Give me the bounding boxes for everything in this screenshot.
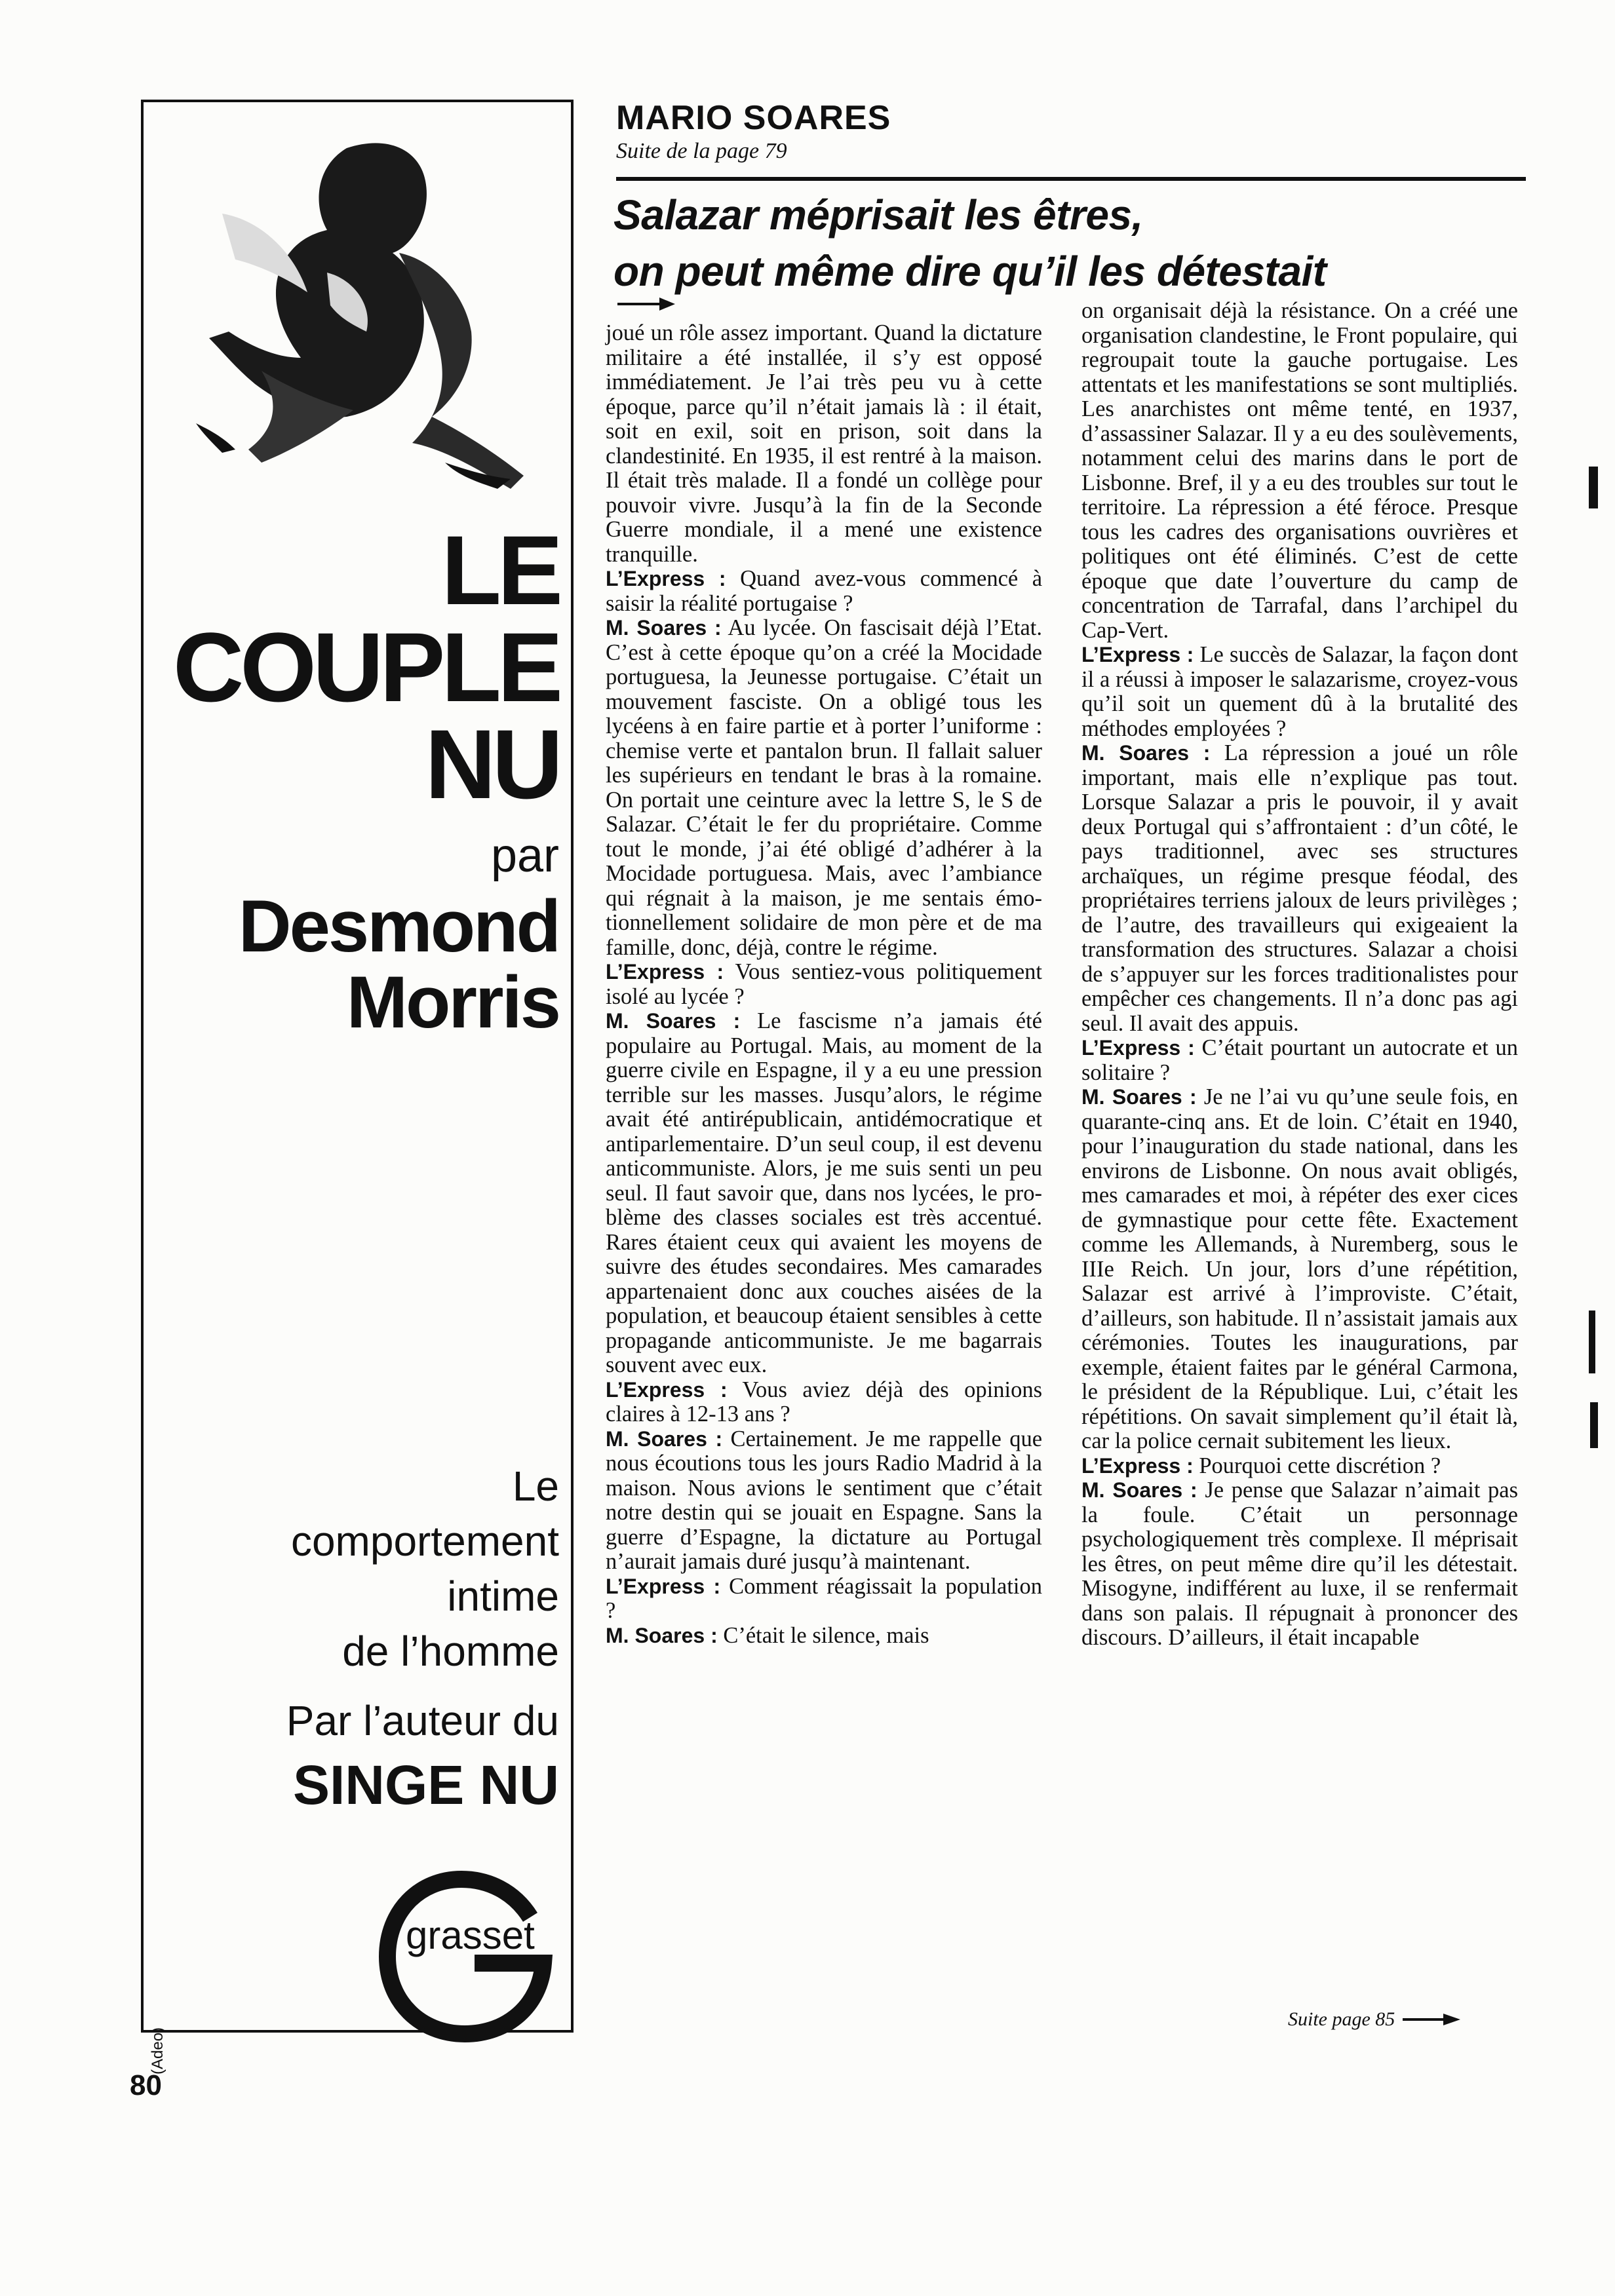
article-column-2 xyxy=(1081,299,1518,1651)
title-line: Salazar méprisait les êtres, xyxy=(613,191,1143,239)
publisher-name: grasset xyxy=(406,1913,535,1957)
speaker: L’Express : xyxy=(606,567,726,590)
book-advertisement xyxy=(141,100,574,2075)
title-line: on peut même dire qu’il les détestait xyxy=(613,248,1327,295)
ad-by: par xyxy=(490,830,559,882)
arrow-right-icon xyxy=(617,296,676,312)
paragraph xyxy=(606,1624,1042,1649)
paragraph-text: C’était pourtant un autocrate et un solitaire ? xyxy=(1081,1035,1518,1085)
paragraph-text: Certainement. Je me rappelle que nous écoutions tous les jours Radio Madrid à la maison. Nous avions le sentiment que c’était notre destin qui se jouait en Espagne. Sans la guerre d’Espagne, la dictature au Portugal n’aurait jamais duré jusqu’à maintenant. xyxy=(606,1426,1043,1574)
speaker: L’Express : xyxy=(606,1574,721,1598)
ad-credit: (Adeo) xyxy=(149,2027,166,2075)
paragraph-text: Pourquoi cette discrétion ? xyxy=(1199,1453,1441,1478)
speaker: M. Soares : xyxy=(1081,1085,1197,1109)
ad-author xyxy=(238,885,559,1043)
subtitle-line: de l’homme xyxy=(342,1628,559,1675)
paragraph xyxy=(606,1575,1042,1624)
paragraph xyxy=(1081,1454,1518,1479)
grasset-logo xyxy=(379,1871,563,2042)
paragraph-text: La répression a joué un rôle important, mais elle n’explique pas tout. Lorsque Salazar a pris le pouvoir, il y avait deux Portugal qui s’affrontaient : d’un côté, le pays traditionnel, avec ses structures archaïques, un régime presque féodal, des propriétaires terriens jaloux de leurs privilèges ; de l’autre, des travailleurs qui exigeaient la transformation des structures. Salazar a choisi de s’appuyer sur les forces traditionalistes pour empêcher ces changements. Il n’a donc pas agi seul. Il avait des appuis. xyxy=(1081,740,1518,1036)
headline-line: NU xyxy=(425,709,559,819)
paragraph xyxy=(606,321,1042,567)
paragraph-text: Au lycée. On fascisait déjà l’Etat. C’est à cette époque qu’on a créé la Mocidade portuguesa, la Jeunesse portugaise. C’était un mouvement fasciste. On a obligé tous les lycéens à en faire partie et à porter l’uniforme : chemise verte et pantalon brun. Il fallait saluer les supérieurs en tendant le bras à la romaine. On portait une ceinture avec la lettre S, le S de Salazar. C’était le fer du propriétaire. Comme tout le monde, j’ai été obligé d’adhérer à la Mocidade portuguesa. Mais, avec l’ambiance qui régnait à la maison, je me sentais émotionnellement solidaire de mon père et de ma famille, donc, déjà, contre le régime. xyxy=(606,615,1042,960)
paragraph-text: Comment réagissait la population ? xyxy=(606,1573,1043,1623)
continued-from: Suite de la page 79 xyxy=(616,139,787,163)
speaker: M. Soares : xyxy=(606,1426,723,1451)
author-line: Morris xyxy=(346,961,559,1043)
paragraph-text: on organisait déjà la résistance. On a créé une organisation clandestine, le Front populaire, qui regroupait toute la gauche portugaise. Les attentats et les manifestations se sont multipliés. Les anarchistes ont même tenté, en 1937, d’assassiner Salazar. Il y a eu des soulèvements, notamment celui des marins dans le port de Lisbonne. Bref, il y a eu des troubles sur tout le territoire. La répression a été féroce. Presque tous les cadres des organisations ouvrières et politiques ont été éliminés. C’est de cette époque que date l’ouverture du camp de concentration de Tarrafal, dans l’archipel du Cap-Vert. xyxy=(1081,298,1518,643)
paragraph-text: C’était le silence, mais xyxy=(723,1622,929,1648)
speaker: L’Express : xyxy=(606,960,724,984)
speaker: M. Soares : xyxy=(1081,1478,1197,1502)
paragraph-text: Je ne l’ai vu qu’une seule fois, en quarante-cinq ans. Et de loin. C’était en 1940, pour l’inauguration du stade national, dans les environs de Lisbonne. On nous avait obligés, mes camarades et moi, à répéter des exer cices de gymnastique pour cette fête. Exactement comme les Allemands, à Nuremberg, sous le IIIe Reich. Un jour, lors d’une répétition, Salazar est arrivé à l’improviste. C’était, d’ailleurs, son habitude. Il n’assistait jamais aux cérémonies. Toutes les inaugurations, par exemple, étaient faites par le général Carmona, le président de la République. Lui, c’était les répétitions. On savait simplement qu’il était là, car la police cernait subitement les lieux. xyxy=(1081,1084,1519,1453)
paragraph xyxy=(1081,741,1518,1036)
speaker: M. Soares : xyxy=(606,616,722,640)
paragraph-text: Le fascisme n’a jamais été populaire au Portugal. Mais, au moment de la guerre civile en Espagne, il y a eu une pression terrible sur les masses. Jusqu’alors, le régime avait été antirépublicain, antidémocratique et antiparlementaire. D’un seul coup, il est devenu anticommuniste. Alors, je me suis senti un peu seul. Il faut savoir que, dans nos lycées, le problème des classes sociales est très accentué. Rares étaient ceux qui avaient les moyens de suivre des études secondaires. Mes camarades appartenaient donc aux couches aisées de la population, et beaucoup étaient sensibles à cette propagande anticommuniste. Je me bagarrais souvent avec eux. xyxy=(606,1008,1042,1377)
section-heading: MARIO SOARES xyxy=(616,99,891,137)
paragraph xyxy=(1081,643,1518,741)
headline-line: LE xyxy=(441,515,559,625)
margin-mark xyxy=(1590,1402,1598,1448)
paragraph xyxy=(606,1378,1042,1427)
paragraph-text: Je pense que Salazar n’aimait pas la foule. C’était un personnage psychologiquement très complexe. Il méprisait les êtres, on peut même dire qu’il les détestait. Misogyne, indifférent au luxe, il se renfermait dans son palais. Il répugnait à prononcer des discours. D’ailleurs, il était incapable xyxy=(1081,1478,1519,1650)
paragraph xyxy=(1081,1478,1518,1651)
paragraph-text: Vous aviez déjà des opinions claires à 12-13 ans ? xyxy=(606,1377,1043,1426)
paragraph xyxy=(1081,299,1518,643)
subtitle-line: comportement xyxy=(290,1518,559,1565)
paragraph xyxy=(606,960,1042,1009)
paragraph xyxy=(1081,1036,1518,1085)
margin-mark xyxy=(1589,467,1598,508)
ad-by-author-of: Par l’auteur du xyxy=(286,1697,559,1744)
continued-to xyxy=(1288,2008,1462,2031)
paragraph xyxy=(606,567,1042,616)
arrow-right-icon xyxy=(1403,2012,1462,2027)
paragraph-text: Vous sentiez-vous politiquement isolé au lycée ? xyxy=(606,959,1042,1009)
speaker: L’Express : xyxy=(606,1377,728,1402)
article-column-1 xyxy=(606,321,1042,1648)
article-title xyxy=(613,187,1531,299)
paragraph xyxy=(606,616,1042,960)
paragraph xyxy=(606,1427,1042,1575)
speaker: M. Soares : xyxy=(606,1623,718,1647)
speaker: M. Soares : xyxy=(606,1009,741,1033)
paragraph xyxy=(606,1009,1042,1378)
margin-mark xyxy=(1589,1311,1595,1373)
subtitle-line: Le xyxy=(512,1463,559,1510)
author-line: Desmond xyxy=(238,885,559,967)
paragraph-text: joué un rôle assez important. Quand la dictature militaire a été installée, il s’y est opposé immédiatement. Je l’ai très peu vu à cette époque, parce qu’il n’était jamais là : il était, soit en exil, soit en prison, soit dans la clandestinité. En 1935, il est rentré à la maison. Il était très malade. Il a fondé un collège pour pouvoir vivre. Jusqu’à la fin de la Seconde Guerre mondiale, il a mené une existence tranquille. xyxy=(606,320,1042,567)
paragraph xyxy=(1081,1085,1518,1454)
subtitle-line: intime xyxy=(447,1573,559,1620)
ad-headline xyxy=(172,515,559,819)
speaker: L’Express : xyxy=(1081,1036,1195,1060)
ad-previous-book: SINGE NU xyxy=(292,1754,559,1816)
header-rule xyxy=(616,177,1526,181)
headline-line: COUPLE xyxy=(172,612,559,722)
speaker: M. Soares : xyxy=(1081,741,1211,765)
couple-photo xyxy=(183,122,550,515)
speaker: L’Express : xyxy=(1081,643,1194,666)
speaker: L’Express : xyxy=(1081,1453,1194,1478)
ad-subtitle xyxy=(291,1459,559,1679)
paragraph-text: Le succès de Salazar, la façon dont il a réussi à imposer le salazarisme, croyez-vous qu’il soit un quement dû à la brutalité des méthodes employées ? xyxy=(1081,642,1519,741)
page-number: 80 xyxy=(130,2069,162,2101)
continued-to-text: Suite page 85 xyxy=(1288,2008,1395,2030)
paragraph-text: Quand avez-vous commencé à saisir la réalité portugaise ? xyxy=(606,566,1043,616)
